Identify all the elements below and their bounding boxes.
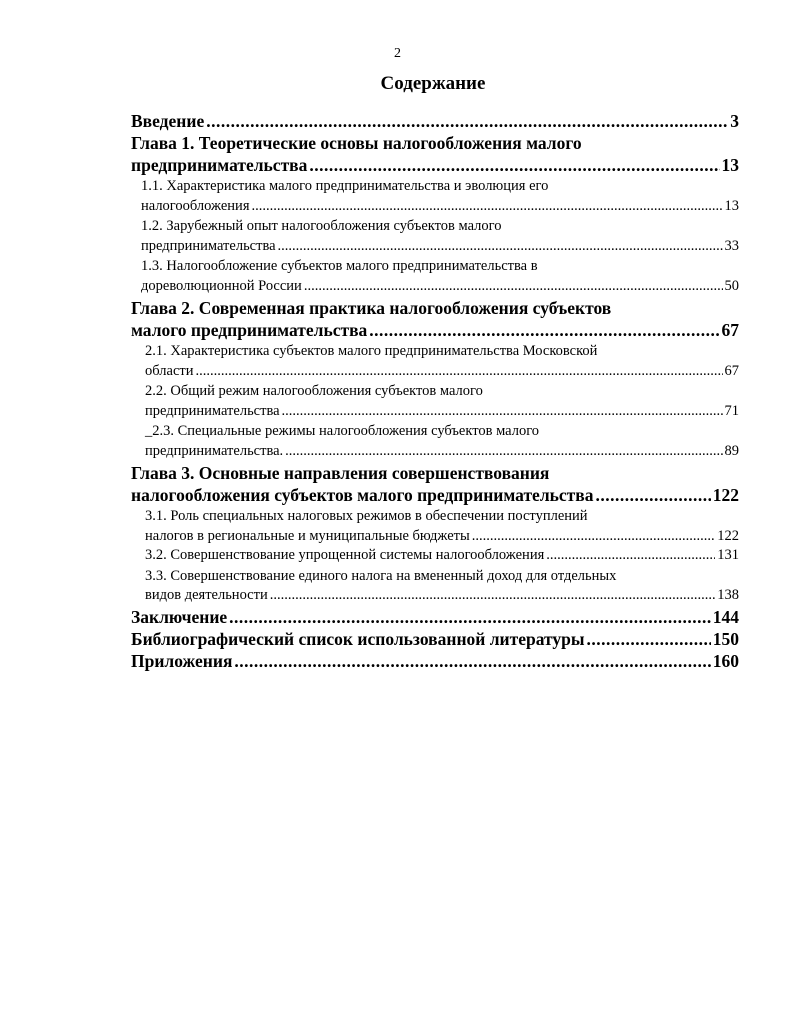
toc-page-number: 122 (712, 485, 739, 505)
toc-entry-text: предпринимательства (131, 155, 308, 175)
toc-entry-introduction[interactable] (131, 110, 739, 132)
toc-page-number: 138 (717, 587, 739, 603)
toc-entry-text: Заключение (131, 606, 228, 627)
toc-entry-text-line-1: 1.1. Характеристика малого предпринимательства и эволюция его (141, 178, 549, 194)
toc-page-number: 13 (721, 155, 739, 175)
toc-entry-text: предпринимательства (145, 402, 280, 419)
leader-dots (595, 484, 710, 506)
toc-entry-text: области (145, 362, 194, 379)
toc-entry-text: Библиографический список использованной литературы (131, 628, 585, 649)
toc-page-number: 131 (717, 547, 739, 563)
toc-page-number: 3 (730, 111, 739, 131)
toc-entry-section-1-3[interactable] (131, 257, 739, 296)
toc-entry-text-line-1: 3.1. Роль специальных налоговых режимов в обеспечении поступлений (145, 508, 588, 524)
toc-entry-chapter-3[interactable] (131, 462, 739, 506)
toc-entry-text: видов деятельности (145, 587, 268, 603)
toc-entry-text: дореволюционной России (141, 277, 302, 294)
toc-entry-text-line-1: Глава 1. Теоретические основы налогообложения малого (131, 133, 582, 153)
toc-entry-text: Приложения (131, 650, 233, 671)
toc-page-number: 33 (724, 237, 739, 254)
toc-entry-chapter-1[interactable] (131, 132, 739, 176)
toc-entry-conclusion[interactable] (131, 606, 739, 628)
page-number: 2 (394, 46, 401, 61)
leader-dots (309, 154, 719, 176)
toc-page-number: 122 (717, 527, 739, 544)
toc-entry-section-3-3[interactable] (131, 567, 739, 606)
toc-entry-text-line-1: 1.2. Зарубежный опыт налогообложения субъектов малого (141, 218, 502, 234)
toc-entry-text: предпринимательства. (145, 442, 284, 459)
toc-entry-text: 3.2. Совершенствование упрощенной системы налогообложения (145, 547, 545, 563)
toc-entry-text: налогов в региональные и муниципальные бюджеты (145, 527, 470, 544)
toc-page-number: 67 (721, 320, 739, 340)
toc-entry-bibliography[interactable] (131, 628, 739, 650)
toc-entry-text: малого предпринимательства (131, 320, 368, 340)
table-of-contents (131, 110, 739, 672)
leader-dots (206, 110, 728, 132)
leader-dots (270, 586, 716, 606)
leader-dots (285, 442, 722, 462)
toc-entry-section-1-1[interactable] (131, 177, 739, 216)
leader-dots (278, 237, 723, 257)
toc-entry-section-2-2[interactable] (131, 382, 739, 421)
toc-page-number: 144 (712, 606, 739, 627)
leader-dots (252, 197, 723, 217)
leader-dots (195, 362, 722, 382)
toc-entry-text-line-1: 3.3. Совершенствование единого налога на вмененный доход для отдельных (145, 567, 617, 584)
toc-entry-text: налогообложения субъектов малого предпринимательства (131, 485, 594, 505)
toc-entry-text: налогообложения (141, 197, 250, 214)
toc-page-number: 150 (712, 628, 739, 649)
toc-title: Содержание (380, 73, 486, 94)
toc-entry-text: предпринимательства (141, 237, 276, 254)
toc-entry-text-line-1: Глава 3. Основные направления совершенствования (131, 463, 550, 483)
leader-dots (472, 527, 716, 547)
toc-page-number: 71 (724, 402, 739, 419)
leader-dots (229, 606, 711, 628)
toc-entry-text-line-1: 2.1. Характеристика субъектов малого предпринимательства Московской (145, 343, 598, 359)
toc-entry-text-line-1: 1.3. Налогообложение субъектов малого предпринимательства в (141, 258, 538, 274)
toc-entry-section-2-3[interactable] (131, 422, 739, 461)
toc-page-number: 160 (712, 650, 739, 671)
toc-entry-text: Введение (131, 111, 205, 131)
toc-entry-text-line-1: _2.3. Специальные режимы налогообложения субъектов малого (145, 423, 540, 439)
toc-entry-section-3-1[interactable] (131, 507, 739, 546)
leader-dots (369, 319, 719, 341)
leader-dots (282, 402, 723, 422)
toc-entry-text-line-1: Глава 2. Современная практика налогообложения субъектов (131, 298, 612, 318)
toc-page-number: 67 (724, 362, 739, 379)
toc-page-number: 50 (724, 277, 739, 294)
toc-entry-section-2-1[interactable] (131, 342, 739, 381)
toc-entry-text-line-1: 2.2. Общий режим налогообложения субъектов малого (145, 383, 483, 399)
toc-entry-section-3-2[interactable] (131, 546, 739, 566)
leader-dots (304, 277, 723, 297)
leader-dots (546, 546, 715, 566)
leader-dots (234, 650, 710, 672)
toc-page-number: 89 (724, 442, 739, 459)
toc-entry-section-1-2[interactable] (131, 217, 739, 256)
toc-entry-chapter-2[interactable] (131, 297, 739, 341)
leader-dots (587, 628, 711, 650)
toc-entry-appendices[interactable] (131, 650, 739, 672)
toc-page-number: 13 (724, 197, 739, 214)
